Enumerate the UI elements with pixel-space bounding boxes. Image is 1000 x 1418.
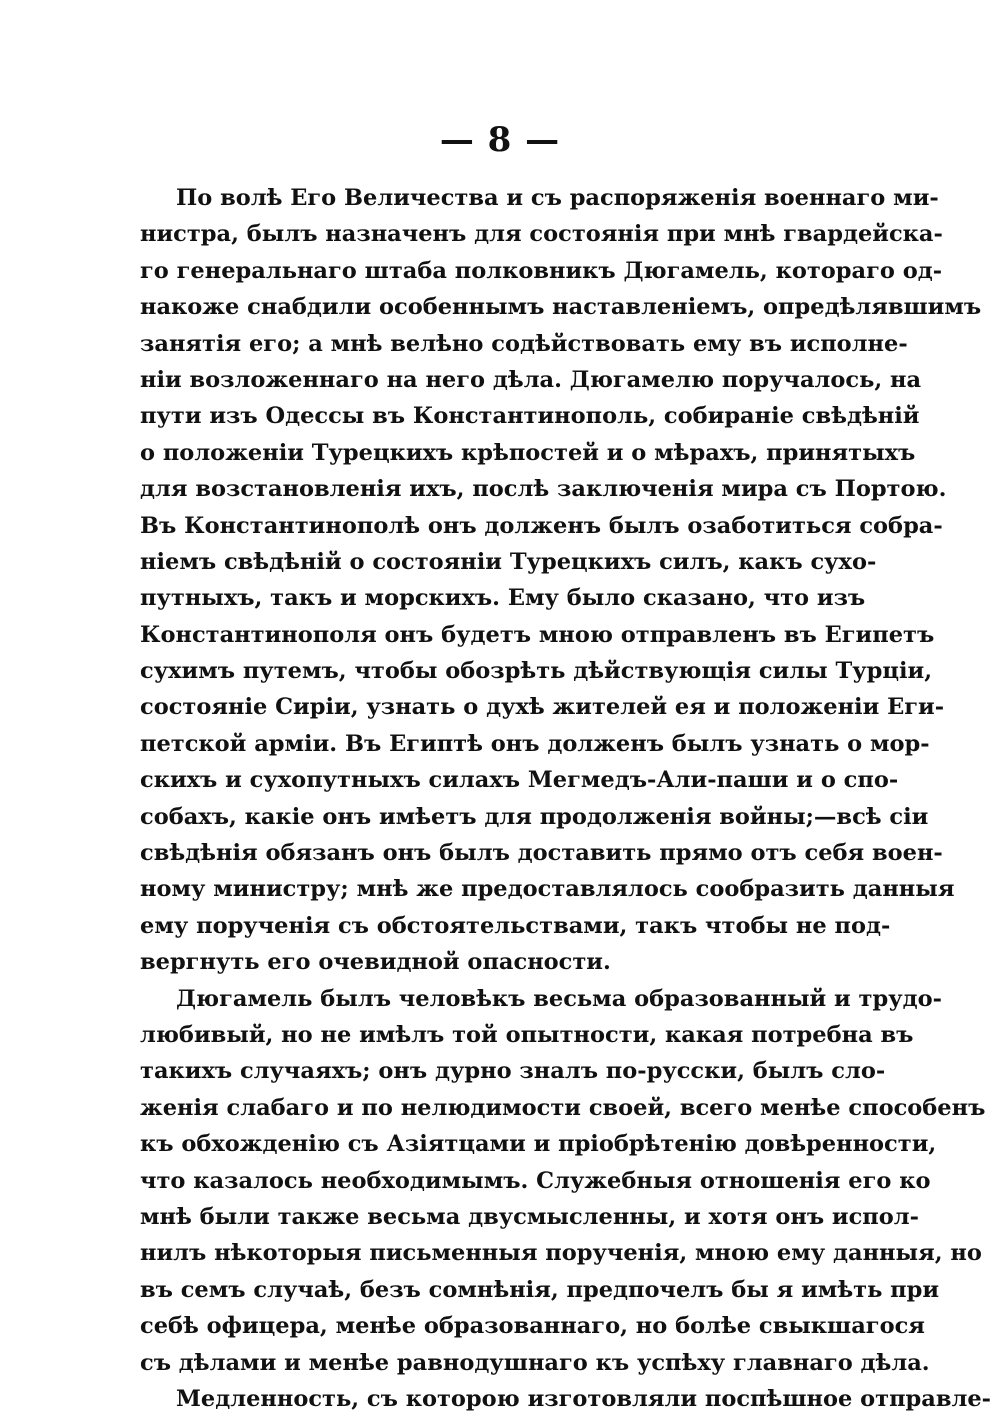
text-line: съ дѣлами и менѣе равнодушнаго къ успѣху главнаго дѣла. bbox=[140, 1349, 930, 1376]
text-line: такихъ случаяхъ; онъ дурно зналъ по-русски, былъ сло- bbox=[140, 1058, 886, 1085]
text-line: вергнуть его очевидной опасности. bbox=[140, 949, 611, 976]
text-line: для возстановленія ихъ, послѣ заключенія мира съ Портою. bbox=[140, 476, 947, 503]
text-line: къ обхожденію съ Азіятцами и пріобрѣтенію довѣренности, bbox=[140, 1131, 937, 1158]
text-line: Въ Константинополѣ онъ долженъ былъ озаботиться собра- bbox=[140, 512, 943, 539]
text-line: петской арміи. Въ Египтѣ онъ долженъ былъ узнать о мор- bbox=[140, 730, 930, 757]
text-line: пути изъ Одессы въ Константинополь, собираніе свѣдѣній bbox=[140, 403, 920, 430]
text-line: По волѣ Его Величества и съ распоряженія военнаго ми- bbox=[176, 185, 939, 211]
text-line: путныхъ, такъ и морскихъ. Ему было сказано, что изъ bbox=[140, 585, 866, 612]
text-line: Медленность, съ которою изготовляли поспѣшное отправле- bbox=[176, 1385, 992, 1412]
text-line: Константинополя онъ будетъ мною отправленъ въ Египетъ bbox=[140, 621, 935, 648]
text-line: ему порученія съ обстоятельствами, такъ чтобы не под- bbox=[140, 912, 891, 939]
text-line: Дюгамель былъ человѣкъ весьма образованный и трудо- bbox=[176, 985, 942, 1012]
text-line: ніемъ свѣдѣній о состояніи Турецкихъ силъ, какъ сухо- bbox=[140, 548, 877, 575]
text-line: занятія его; а мнѣ велѣно содѣйствовать ему въ исполне- bbox=[140, 330, 908, 357]
text-line: себѣ офицера, менѣе образованнаго, но болѣе свыкшагося bbox=[140, 1313, 925, 1340]
text-line: состояніе Сиріи, узнать о духѣ жителей ея и положеніи Еги- bbox=[140, 694, 945, 721]
text-line: ніи возложеннаго на него дѣла. Дюгамелю поручалось, на bbox=[140, 366, 922, 393]
text-line: въ семъ случаѣ, безъ сомнѣнія, предпочелъ бы я имѣть при bbox=[140, 1276, 940, 1303]
page-number: — 8 — bbox=[439, 120, 561, 160]
text-line: накоже снабдили особеннымъ наставленіемъ, опредѣлявшимъ bbox=[140, 294, 982, 321]
text-line: го генеральнаго штаба полковникъ Дюгамель, котораго од- bbox=[140, 257, 943, 284]
text-line: собахъ, какіе онъ имѣетъ для продолженія войны;—всѣ сіи bbox=[140, 803, 929, 830]
text-line: скихъ и сухопутныхъ силахъ Мегмедъ-Али-паши и о спо- bbox=[140, 767, 899, 794]
text-line: нилъ нѣкоторыя письменныя порученія, мною ему данныя, но bbox=[140, 1240, 982, 1267]
text-line: любивый, но не имѣлъ той опытности, какая потребна въ bbox=[140, 1021, 914, 1048]
text-line: нистра, былъ назначенъ для состоянія при мнѣ гвардейска- bbox=[140, 221, 943, 248]
text-line: о положеніи Турецкихъ крѣпостей и о мѣрахъ, принятыхъ bbox=[140, 439, 916, 466]
text-line: что казалось необходимымъ. Служебныя отношенія его ко bbox=[140, 1167, 931, 1194]
text-line: сухимъ путемъ, чтобы обозрѣть дѣйствующія силы Турціи, bbox=[140, 658, 933, 685]
body-text bbox=[140, 180, 992, 1417]
text-line: свѣдѣнія обязанъ онъ былъ доставить прямо отъ себя воен- bbox=[140, 840, 943, 867]
text-line: мнѣ были также весьма двусмысленны, и хотя онъ испол- bbox=[140, 1203, 919, 1230]
text-line: ному министру; мнѣ же предоставлялось сообразить данныя bbox=[140, 876, 955, 903]
text-line: женія слабаго и по нелюдимости своей, всего менѣе способенъ bbox=[140, 1094, 986, 1121]
